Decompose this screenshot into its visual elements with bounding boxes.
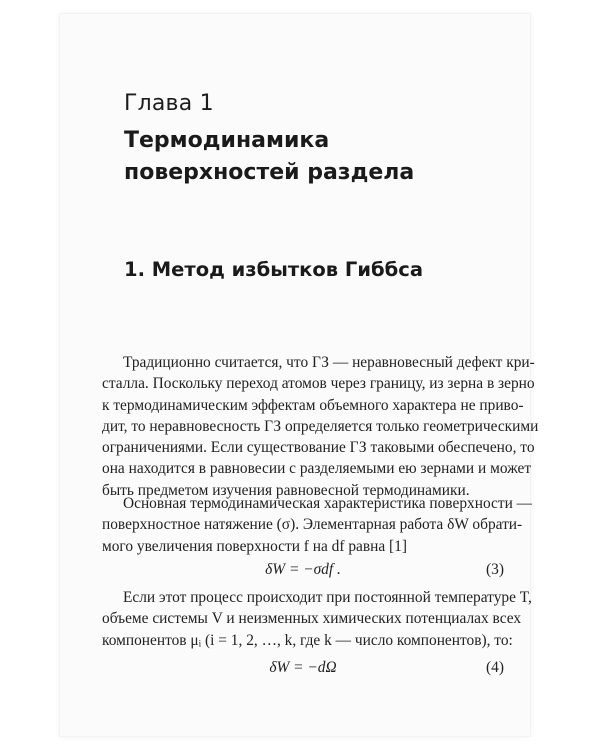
paragraph-2 [102, 493, 533, 557]
text-line: Основная термодинамическая характеристика поверхности — [123, 495, 533, 512]
formula-4 [102, 659, 504, 681]
text-line: компонентов μᵢ (i = 1, 2, …, k, где k — число компонентов), то: [102, 631, 513, 649]
text-line: сталла. Поскольку переход атомов через границу, из зерна в зерно [102, 375, 535, 393]
text-line: Если этот процесс происходит при постоянной температуре T, [123, 589, 532, 606]
paragraph-1 [102, 352, 539, 501]
chapter-title-line: Термодинамика [124, 128, 330, 153]
formula-expression: δW = −dΩ [269, 659, 337, 676]
text-line: Традиционно считается, что ГЗ — неравновесный дефект кри- [123, 354, 535, 371]
text-line: к термодинамическим эффектам объемного характера не приво- [102, 396, 524, 414]
text-line: ограничениями. Если существование ГЗ таковыми обеспечено, то [102, 439, 535, 457]
text-line: поверхностное натяжение (σ). Элементарная работа δW обрати- [102, 516, 523, 534]
chapter-label: Глава 1 [124, 91, 214, 116]
section-title: 1. Метод избытков Гиббса [124, 258, 423, 281]
text-line: мого увеличения поверхности f на df равна [1] [102, 537, 407, 555]
chapter-title [124, 125, 504, 189]
text-line: она находится в равновесии с разделяемыми ею зернами и может [102, 460, 532, 478]
formula-number: (4) [486, 659, 504, 676]
text-line: объеме системы V и неизменных химических потенциалах всех [102, 610, 522, 628]
formula-number: (3) [486, 561, 504, 578]
text-line: быть предметом изучения равновесной термодинамики. [102, 481, 470, 499]
chapter-title-line: поверхностей раздела [124, 160, 415, 185]
formula-expression: δW = −σdf . [265, 561, 341, 578]
paragraph-3 [102, 587, 532, 651]
formula-3 [102, 561, 504, 583]
text-line: дит, то неравновесность ГЗ определяется только геометрическими [102, 417, 539, 435]
